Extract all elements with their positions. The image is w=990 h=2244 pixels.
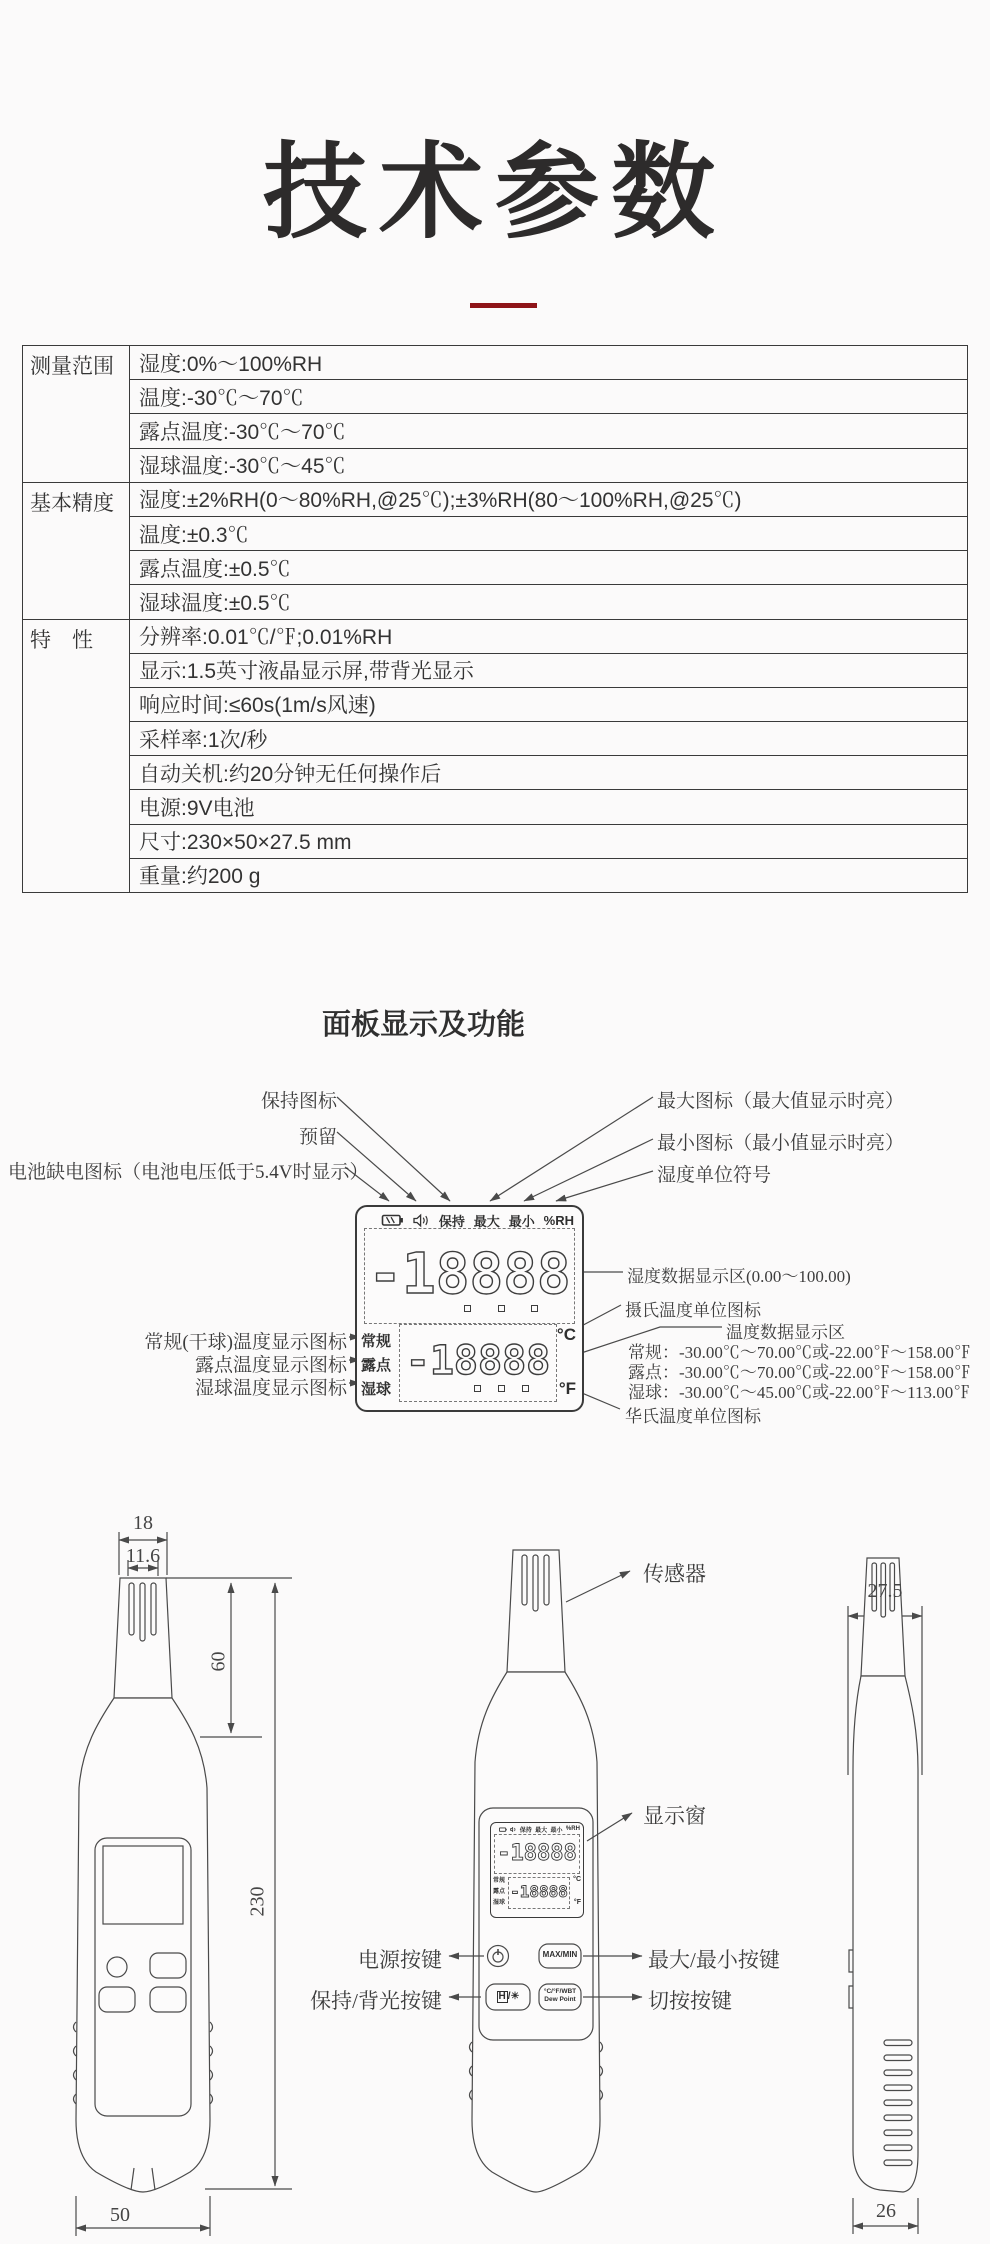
dim-sensor-width: 11.6 bbox=[125, 1545, 161, 1567]
spec-cell: 湿度:±2%RH(0～80%RH,@25℃);±3%RH(80～100%RH,@25℃) bbox=[130, 482, 968, 516]
maxmin-button-label: MAX/MIN bbox=[542, 1950, 578, 1959]
fahrenheit-unit-icon: °F bbox=[558, 1379, 576, 1398]
spec-cell: 尺寸:230×50×27.5 mm bbox=[130, 824, 968, 858]
spec-cell: 湿球温度:±0.5℃ bbox=[130, 585, 968, 619]
mini-dew-label: 露点 bbox=[493, 1889, 506, 1895]
mini-hold-label: 保持 bbox=[519, 1827, 532, 1834]
decimal-dot bbox=[498, 1305, 505, 1312]
spec-cell: 温度:-30℃～70℃ bbox=[130, 380, 968, 414]
device-display-window bbox=[490, 1822, 584, 1918]
lcd-panel-diagram bbox=[355, 1205, 584, 1412]
lcd-humidity-digits-area bbox=[364, 1228, 575, 1324]
spec-cell: 采样率:1次/秒 bbox=[130, 722, 968, 756]
battery-low-icon bbox=[381, 1213, 404, 1227]
callout-celsius-icon: 摄氏温度单位图标 bbox=[625, 1301, 761, 1320]
spec-cell: 露点温度:±0.5℃ bbox=[130, 551, 968, 585]
spec-cell: 电源:9V电池 bbox=[130, 790, 968, 824]
callout-battery-icon: 电池缺电图标（电池电压低于5.4V时显示） bbox=[8, 1162, 369, 1183]
celsius-unit-icon: °C bbox=[556, 1325, 576, 1344]
mini-humidity-digits: -18888 bbox=[497, 1841, 577, 1866]
lcd-min-label: 最小 bbox=[508, 1213, 535, 1229]
panel-section-heading: 面板显示及功能 bbox=[322, 1009, 526, 1041]
table-row bbox=[23, 687, 968, 721]
dim-back-width: 26 bbox=[876, 2200, 896, 2222]
speaker-icon bbox=[413, 1213, 430, 1228]
mini-min-label: 最小 bbox=[550, 1827, 563, 1834]
spec-table-wrap bbox=[22, 345, 968, 893]
mini-max-label: 最大 bbox=[535, 1827, 548, 1834]
lcd-temp-digits-area bbox=[399, 1324, 557, 1402]
spec-cell: 温度:±0.3℃ bbox=[130, 516, 968, 550]
table-row bbox=[23, 585, 968, 619]
mini-humidity-digits-area bbox=[494, 1834, 580, 1874]
page-title: 技术参数 bbox=[262, 135, 727, 251]
callout-fahrenheit-icon: 华氏温度单位图标 bbox=[625, 1407, 761, 1426]
table-row bbox=[23, 551, 968, 585]
table-row bbox=[23, 482, 968, 516]
group-label: 特 性 bbox=[23, 619, 130, 893]
temp-range-normal: 常规：-30.00℃～70.00℃或-22.00℉～158.00℉ bbox=[628, 1343, 971, 1362]
table-row bbox=[23, 756, 968, 790]
dim-sensor-length: 60 bbox=[207, 1651, 230, 1672]
table-row bbox=[23, 790, 968, 824]
callout-display-window: 显示窗 bbox=[643, 1804, 706, 1828]
spec-cell: 湿度:0%～100%RH bbox=[130, 346, 968, 380]
callout-humidity-unit: 湿度单位符号 bbox=[657, 1165, 772, 1186]
callout-power-button: 电源按键 bbox=[358, 1948, 442, 1972]
table-row bbox=[23, 824, 968, 858]
callout-humidity-area: 湿度数据显示区(0.00～100.00) bbox=[627, 1267, 851, 1286]
table-row bbox=[23, 414, 968, 448]
mini-normal-label: 常规 bbox=[493, 1878, 506, 1884]
table-row bbox=[23, 653, 968, 687]
mini-rh-label: %RH bbox=[565, 1826, 580, 1832]
red-divider bbox=[470, 303, 537, 308]
spec-table bbox=[22, 345, 968, 893]
lcd-hold-label: 保持 bbox=[438, 1213, 465, 1229]
table-row bbox=[23, 516, 968, 550]
lcd-rh-label: %RH bbox=[543, 1212, 574, 1228]
mini-celsius-icon: °C bbox=[573, 1876, 581, 1883]
callout-max-min-button: 最大/最小按键 bbox=[648, 1948, 780, 1972]
spec-cell: 湿球温度:-30℃～45℃ bbox=[130, 448, 968, 482]
callout-hold-backlight-button: 保持/背光按键 bbox=[310, 1989, 442, 2013]
lcd-temp-digits: -18888 bbox=[405, 1338, 551, 1384]
mini-temp-digits-area bbox=[508, 1877, 570, 1909]
callout-max-icon: 最大图标（最大值显示时亮） bbox=[657, 1091, 905, 1112]
unit-button-label bbox=[539, 1988, 581, 2004]
table-row bbox=[23, 858, 968, 892]
unit-button-line2: Dew Point bbox=[544, 1996, 576, 2003]
mini-fahrenheit-icon: °F bbox=[573, 1899, 581, 1906]
lcd-dew-label: 露点 bbox=[361, 1357, 392, 1374]
lcd-icon-row bbox=[381, 1211, 574, 1229]
table-row bbox=[23, 722, 968, 756]
unit-button-line1: °C/°F/WBT bbox=[543, 1988, 577, 1995]
spec-cell: 分辨率:0.01℃/℉;0.01%RH bbox=[130, 619, 968, 653]
mini-temp-digits: -18888 bbox=[510, 1882, 568, 1901]
decimal-dot bbox=[464, 1305, 471, 1312]
decimal-dot bbox=[474, 1385, 481, 1392]
hold-h-label: H bbox=[498, 1991, 506, 2002]
decimal-dot bbox=[531, 1305, 538, 1312]
lcd-humidity-digits: -18888 bbox=[368, 1242, 571, 1307]
dim-top-width: 18 bbox=[133, 1512, 153, 1534]
spec-cell: 显示:1.5英寸液晶显示屏,带背光显示 bbox=[130, 653, 968, 687]
callout-normal-temp-icon: 常规(干球)温度显示图标 bbox=[144, 1332, 347, 1353]
spec-cell: 响应时间:≤60s(1m/s风速) bbox=[130, 687, 968, 721]
callout-min-icon: 最小图标（最小值显示时亮） bbox=[657, 1133, 905, 1154]
group-label: 测量范围 bbox=[23, 346, 130, 483]
table-row bbox=[23, 346, 968, 380]
group-label: 基本精度 bbox=[23, 482, 130, 619]
lcd-normal-label: 常规 bbox=[361, 1333, 392, 1350]
dim-body-width: 50 bbox=[110, 2204, 130, 2226]
temp-range-wet: 湿球：-30.00℃～45.00℃或-22.00℉～113.00℉ bbox=[628, 1383, 971, 1402]
spec-cell: 露点温度:-30℃～70℃ bbox=[130, 414, 968, 448]
callout-temp-area-title: 温度数据显示区 bbox=[726, 1323, 845, 1342]
lcd-max-label: 最大 bbox=[473, 1213, 500, 1229]
table-row bbox=[23, 380, 968, 414]
mini-lcd-icon-row bbox=[499, 1825, 580, 1833]
callout-wet-temp-icon: 湿球温度显示图标 bbox=[194, 1378, 347, 1399]
lcd-wet-label: 湿球 bbox=[361, 1381, 392, 1398]
hold-backlight-button-label: H /☀ bbox=[498, 1991, 520, 2002]
dim-body-length: 230 bbox=[246, 1886, 269, 1917]
battery-low-icon bbox=[499, 1827, 507, 1832]
dim-depth: 27.5 bbox=[867, 1580, 903, 1602]
speaker-icon bbox=[510, 1827, 516, 1832]
spec-cell: 重量:约200 g bbox=[130, 858, 968, 892]
spec-cell: 自动关机:约20分钟无任何操作后 bbox=[130, 756, 968, 790]
table-row bbox=[23, 619, 968, 653]
callout-hold-icon: 保持图标 bbox=[260, 1091, 337, 1112]
callout-switch-button: 切按按键 bbox=[648, 1989, 732, 2013]
callout-sensor: 传感器 bbox=[643, 1562, 706, 1586]
temp-range-dew: 露点：-30.00℃～70.00℃或-22.00℉～158.00℉ bbox=[628, 1363, 971, 1382]
decimal-dot bbox=[498, 1385, 505, 1392]
mini-temp-labels bbox=[493, 1876, 505, 1909]
callout-reserved: 预留 bbox=[298, 1127, 337, 1148]
backlight-sun-icon: ☀ bbox=[510, 1991, 520, 2002]
decimal-dot bbox=[522, 1385, 529, 1392]
table-row bbox=[23, 448, 968, 482]
mini-wet-label: 湿球 bbox=[493, 1900, 506, 1906]
callout-dew-temp-icon: 露点温度显示图标 bbox=[194, 1355, 347, 1376]
